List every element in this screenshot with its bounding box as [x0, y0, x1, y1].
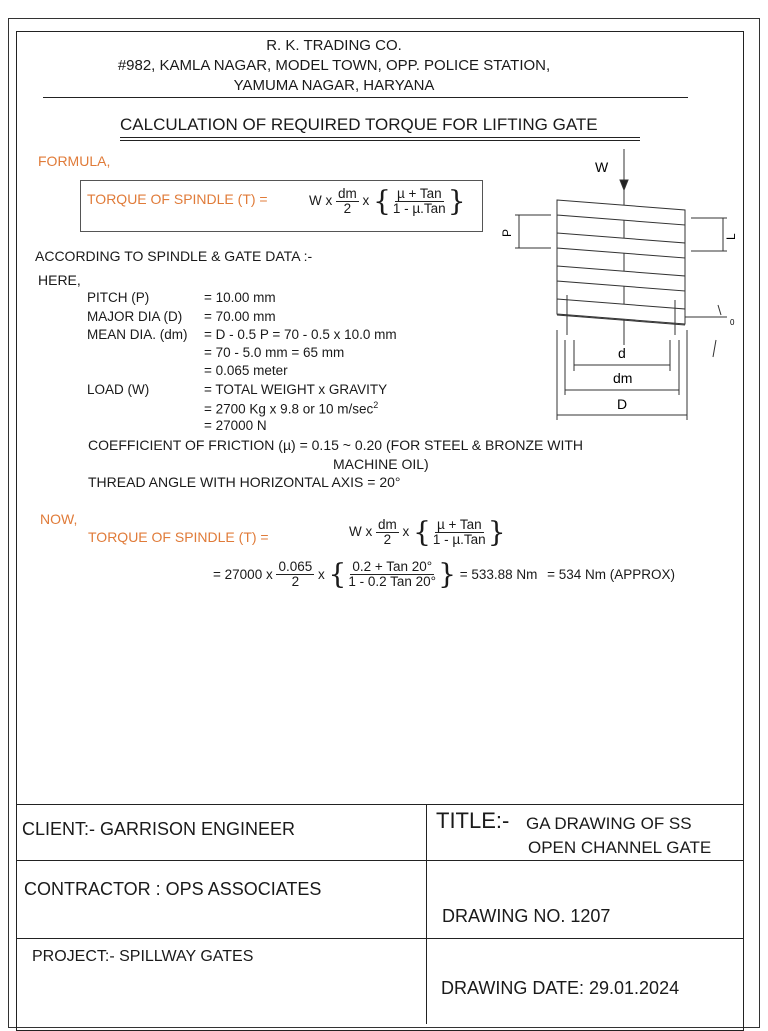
param-eq-mean-dia-2: = 70 - 5.0 mm = 65 mm — [204, 345, 345, 360]
substitution-dm-fraction — [276, 560, 314, 589]
thread-lines — [557, 200, 685, 335]
param-eq-mean-dia: = D - 0.5 P = 70 - 0.5 x 10.0 mm — [204, 327, 397, 342]
title-block-top-line — [16, 804, 744, 805]
now-dm-fraction — [376, 518, 399, 547]
equals-sign: = — [213, 567, 221, 583]
now-ratio — [431, 518, 488, 547]
title-underline-1 — [120, 137, 640, 138]
substitution-numerator: 0.2 + Tan 20° — [352, 559, 433, 574]
param-eq-pitch: = 10.00 mm — [204, 290, 276, 305]
param-name-load: LOAD (W) — [87, 382, 150, 397]
now-dm: dm — [378, 517, 397, 532]
major-dia-label: D — [617, 396, 628, 412]
formula-two: 2 — [343, 201, 352, 217]
now-numerator: µ + Tan — [436, 517, 482, 532]
formula-dm: dm — [338, 186, 357, 201]
title-block-title-line2: OPEN CHANNEL GATE — [528, 838, 712, 857]
angle-label: 0 — [730, 318, 735, 327]
friction-line-2: MACHINE OIL) — [333, 456, 429, 472]
substitution-x: x — [318, 567, 325, 583]
title-underline-2 — [120, 140, 640, 141]
formula-w: W x — [309, 193, 333, 209]
formula-box — [80, 180, 483, 232]
title-block-line-3 — [16, 938, 744, 939]
now-lhs: TORQUE OF SPINDLE (T) = — [88, 529, 269, 545]
formula-dm-fraction — [336, 187, 359, 216]
friction-line-1: COEFFICIENT OF FRICTION (µ) = 0.15 ~ 0.20 (FOR STEEL & BRONZE WITH — [88, 437, 584, 453]
param-name-major-dia: MAJOR DIA (D) — [87, 309, 183, 324]
now-label: NOW, — [40, 511, 78, 527]
load-w-label: W — [595, 159, 609, 175]
torque-approx: = 534 Nm (APPROX) — [547, 567, 676, 583]
minor-dia-label: d — [618, 345, 626, 361]
param-eq-load: = TOTAL WEIGHT x GRAVITY — [204, 382, 388, 397]
client-field: CLIENT:- GARRISON ENGINEER — [22, 819, 296, 839]
brace-close: } — [447, 184, 466, 218]
now-denominator: 1 - µ.Tan — [432, 532, 486, 548]
substitution-two: 2 — [291, 574, 300, 590]
title-block-title-line1: GA DRAWING OF SS — [526, 814, 692, 833]
brace-close: } — [487, 515, 506, 549]
brace-open: { — [413, 515, 431, 549]
formula-label: FORMULA, — [38, 153, 111, 169]
param-eq-load-2-text: = 2700 Kg x 9.8 or 10 m/sec — [204, 401, 374, 417]
param-eq-load-2 — [204, 400, 378, 417]
brace-open: { — [328, 557, 347, 591]
formula-x: x — [362, 193, 370, 209]
param-eq-major-dia: = 70.00 mm — [204, 309, 276, 324]
title-block-line-2 — [16, 860, 744, 861]
formula-lhs: TORQUE OF SPINDLE (T) = — [87, 191, 268, 207]
drawing-date: DRAWING DATE: 29.01.2024 — [441, 978, 680, 998]
title-block-title-label: TITLE:- — [436, 808, 510, 833]
formula-denominator: 1 - µ.Tan — [392, 201, 446, 217]
title-block-divider — [426, 804, 427, 1024]
brace-open: { — [373, 184, 391, 218]
company-address-line1: #982, KAMLA NAGAR, MODEL TOWN, OPP. POLICE STATION, — [117, 57, 551, 74]
substitution-ratio — [346, 560, 438, 589]
param-eq-load-3: = 27000 N — [204, 418, 267, 433]
formula-numerator: µ + Tan — [396, 186, 442, 201]
lead-l-label: L — [724, 233, 738, 240]
now-two: 2 — [383, 532, 392, 548]
company-address-line2: YAMUMA NAGAR, HARYANA — [233, 77, 435, 94]
company-name: R. K. TRADING CO. — [266, 37, 402, 54]
page-title: CALCULATION OF REQUIRED TORQUE FOR LIFTING GATE — [120, 115, 598, 134]
substitution-denominator: 1 - 0.2 Tan 20° — [348, 574, 437, 590]
contractor-field: CONTRACTOR : OPS ASSOCIATES — [24, 879, 322, 899]
substitution-dm-value: 0.065 — [278, 559, 313, 574]
drawing-number: DRAWING NO. 1207 — [442, 906, 611, 926]
data-heading: ACCORDING TO SPINDLE & GATE DATA :- — [35, 248, 313, 264]
header-rule — [43, 97, 688, 98]
mean-dia-label: dm — [613, 370, 633, 386]
substitution-load: 27000 x — [224, 567, 273, 583]
brace-close: } — [438, 557, 456, 591]
now-formula — [349, 515, 506, 549]
here-label: HERE, — [38, 272, 81, 288]
torque-result: = 533.88 Nm — [459, 567, 538, 583]
param-name-pitch: PITCH (P) — [87, 290, 150, 305]
thread-diagram — [495, 145, 740, 425]
project-field: PROJECT:- SPILLWAY GATES — [32, 948, 254, 965]
superscript-2: 2 — [373, 400, 379, 410]
pitch-p-label: P — [500, 228, 514, 237]
formula-ratio — [391, 187, 448, 216]
param-name-mean-dia: MEAN DIA. (dm) — [87, 327, 188, 342]
now-w: W x — [349, 524, 373, 540]
param-eq-mean-dia-3: = 0.065 meter — [204, 363, 288, 378]
thread-angle: THREAD ANGLE WITH HORIZONTAL AXIS = 20° — [88, 474, 401, 490]
formula-rhs — [309, 184, 466, 218]
substitution-row — [213, 557, 676, 591]
now-x: x — [402, 524, 410, 540]
